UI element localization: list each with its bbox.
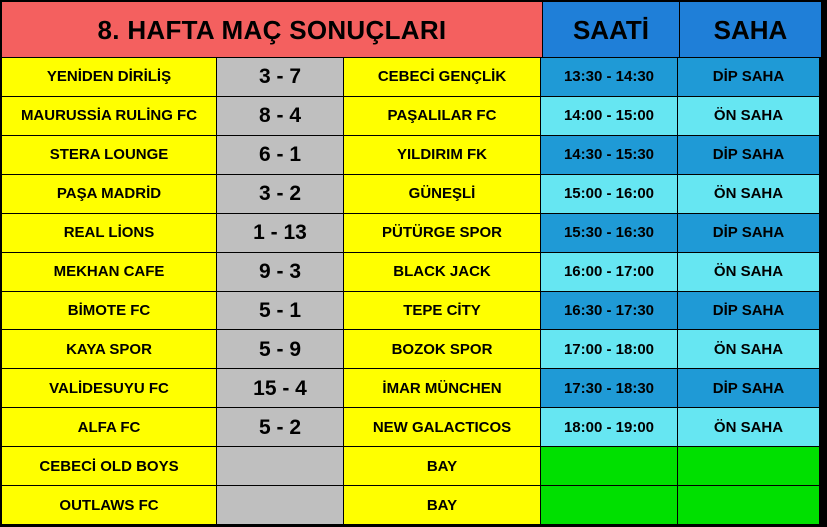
column-header-field: SAHA [679,1,822,58]
cell-home-team: VALİDESUYU FC [1,368,217,408]
cell-field: ÖN SAHA [677,174,820,214]
cell-score: 5 - 9 [216,329,344,369]
cell-time: 18:00 - 19:00 [540,407,678,447]
cell-field: ÖN SAHA [677,407,820,447]
cell-score: 5 - 2 [216,407,344,447]
cell-field: ÖN SAHA [677,252,820,292]
cell-score: 15 - 4 [216,368,344,408]
cell-away-team: BLACK JACK [343,252,541,292]
cell-score: 9 - 3 [216,252,344,292]
cell-away-team: YILDIRIM FK [343,135,541,175]
table-row [2,330,825,369]
cell-score: 3 - 2 [216,174,344,214]
cell-home-team: YENİDEN DİRİLİŞ [1,57,217,97]
cell-home-team: BİMOTE FC [1,291,217,331]
table-row [2,214,825,253]
cell-field [677,446,820,486]
cell-time: 16:00 - 17:00 [540,252,678,292]
cell-score: 5 - 1 [216,291,344,331]
cell-away-team: NEW GALACTICOS [343,407,541,447]
cell-home-team: CEBECİ OLD BOYS [1,446,217,486]
cell-field: DİP SAHA [677,57,820,97]
table-row [2,369,825,408]
table-row [2,486,825,525]
cell-field: DİP SAHA [677,368,820,408]
table-row [2,58,825,97]
column-header-time: SAATİ [542,1,680,58]
cell-time: 14:30 - 15:30 [540,135,678,175]
cell-away-team: PÜTÜRGE SPOR [343,213,541,253]
cell-field: DİP SAHA [677,291,820,331]
cell-score: 3 - 7 [216,57,344,97]
table-row [2,447,825,486]
cell-time: 15:00 - 16:00 [540,174,678,214]
cell-time: 14:00 - 15:00 [540,96,678,136]
cell-score: 8 - 4 [216,96,344,136]
cell-away-team: BOZOK SPOR [343,329,541,369]
cell-home-team: MEKHAN CAFE [1,252,217,292]
cell-away-team: BAY [343,485,541,525]
cell-home-team: PAŞA MADRİD [1,174,217,214]
table-row [2,253,825,292]
cell-score [216,446,344,486]
cell-score: 6 - 1 [216,135,344,175]
cell-field [677,485,820,525]
cell-away-team: CEBECİ GENÇLİK [343,57,541,97]
cell-score: 1 - 13 [216,213,344,253]
cell-time: 13:30 - 14:30 [540,57,678,97]
cell-away-team: TEPE CİTY [343,291,541,331]
cell-field: ÖN SAHA [677,96,820,136]
cell-home-team: MAURUSSİA RULİNG FC [1,96,217,136]
cell-score [216,485,344,525]
cell-away-team: İMAR MÜNCHEN [343,368,541,408]
cell-time: 17:30 - 18:30 [540,368,678,408]
table-row [2,175,825,214]
cell-home-team: REAL LİONS [1,213,217,253]
cell-home-team: OUTLAWS FC [1,485,217,525]
cell-away-team: BAY [343,446,541,486]
cell-time: 17:00 - 18:00 [540,329,678,369]
cell-away-team: GÜNEŞLİ [343,174,541,214]
table-row [2,408,825,447]
cell-field: DİP SAHA [677,135,820,175]
cell-field: DİP SAHA [677,213,820,253]
table-header-row [2,2,825,58]
table-body [2,58,825,525]
table-row [2,136,825,175]
page-title: 8. HAFTA MAÇ SONUÇLARI [1,1,543,58]
cell-home-team: ALFA FC [1,407,217,447]
cell-time [540,446,678,486]
cell-home-team: KAYA SPOR [1,329,217,369]
cell-time: 15:30 - 16:30 [540,213,678,253]
cell-time [540,485,678,525]
cell-field: ÖN SAHA [677,329,820,369]
table-row [2,292,825,331]
cell-time: 16:30 - 17:30 [540,291,678,331]
table-row [2,97,825,136]
cell-away-team: PAŞALILAR FC [343,96,541,136]
cell-home-team: STERA LOUNGE [1,135,217,175]
